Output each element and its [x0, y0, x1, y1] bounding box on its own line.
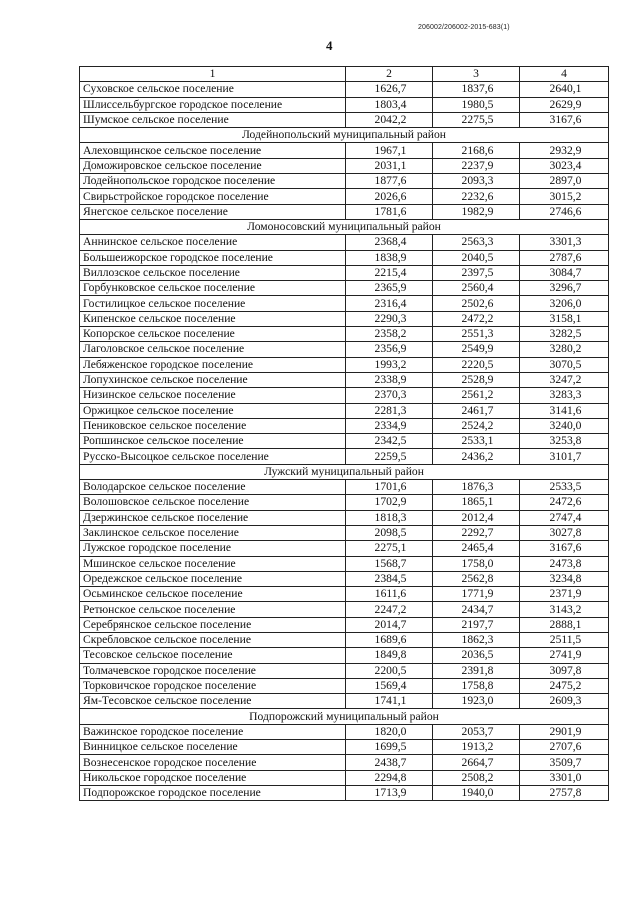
value-col-2: 1626,7: [346, 82, 433, 97]
value-col-3: 1876,3: [433, 480, 520, 495]
value-col-2: 2290,3: [346, 311, 433, 326]
value-col-3: 2237,9: [433, 158, 520, 173]
settlement-name: Свирьстройское городское поселение: [80, 189, 346, 204]
value-col-2: 1818,3: [346, 510, 433, 525]
value-col-2: 2365,9: [346, 281, 433, 296]
settlement-name: Волошовское сельское поселение: [80, 495, 346, 510]
value-col-2: 2247,2: [346, 602, 433, 617]
table-row: [80, 265, 609, 280]
table-row: [80, 296, 609, 311]
settlement-name: Оржицкое сельское поселение: [80, 403, 346, 418]
value-col-4: 2746,6: [520, 204, 609, 219]
value-col-2: 2356,9: [346, 342, 433, 357]
settlement-name: Володарское сельское поселение: [80, 480, 346, 495]
settlement-name: Аннинское сельское поселение: [80, 235, 346, 250]
settlement-name: Кипенское сельское поселение: [80, 311, 346, 326]
value-col-4: 3301,3: [520, 235, 609, 250]
value-col-3: 1758,8: [433, 678, 520, 693]
table-row: [80, 678, 609, 693]
table-row: [80, 632, 609, 647]
value-col-4: 3097,8: [520, 663, 609, 678]
value-col-4: 3023,4: [520, 158, 609, 173]
table-row: [80, 525, 609, 540]
value-col-4: 3141,6: [520, 403, 609, 418]
table-row: [80, 235, 609, 250]
value-col-3: 2664,7: [433, 755, 520, 770]
value-col-4: 3167,6: [520, 112, 609, 127]
table-row: [80, 510, 609, 525]
district-heading-row: [80, 464, 609, 479]
settlement-name: Русско-Высоцкое сельское поселение: [80, 449, 346, 464]
value-col-2: 1849,8: [346, 648, 433, 663]
value-col-3: 2220,5: [433, 357, 520, 372]
district-heading-row: [80, 709, 609, 724]
value-col-4: 2901,9: [520, 724, 609, 739]
value-col-2: 1820,0: [346, 724, 433, 739]
value-col-3: 2012,4: [433, 510, 520, 525]
value-col-3: 1771,9: [433, 587, 520, 602]
table-row: [80, 158, 609, 173]
settlement-name: Заклинское сельское поселение: [80, 525, 346, 540]
value-col-3: 1837,6: [433, 82, 520, 97]
value-col-3: 2232,6: [433, 189, 520, 204]
table-row: [80, 755, 609, 770]
value-col-2: 2215,4: [346, 265, 433, 280]
settlement-name: Никольское городское поселение: [80, 770, 346, 785]
value-col-4: 2475,2: [520, 678, 609, 693]
value-col-4: 3027,8: [520, 525, 609, 540]
value-col-4: 3282,5: [520, 327, 609, 342]
settlement-name: Виллозское сельское поселение: [80, 265, 346, 280]
page-number: 4: [326, 38, 333, 53]
table-row: [80, 449, 609, 464]
data-table: [79, 66, 609, 801]
value-col-4: 3158,1: [520, 311, 609, 326]
value-col-3: 1862,3: [433, 632, 520, 647]
value-col-3: 2562,8: [433, 571, 520, 586]
value-col-4: 3167,6: [520, 541, 609, 556]
value-col-2: 2031,1: [346, 158, 433, 173]
value-col-3: 2292,7: [433, 525, 520, 540]
value-col-3: 2549,9: [433, 342, 520, 357]
value-col-2: 2384,5: [346, 571, 433, 586]
district-heading: Лодейнопольский муниципальный район: [80, 128, 609, 143]
settlement-name: Толмачевское городское поселение: [80, 663, 346, 678]
table-row: [80, 740, 609, 755]
settlement-name: Шлиссельбургское городское поселение: [80, 97, 346, 112]
value-col-2: 2338,9: [346, 372, 433, 387]
value-col-2: 2368,4: [346, 235, 433, 250]
value-col-3: 1980,5: [433, 97, 520, 112]
value-col-4: 3234,8: [520, 571, 609, 586]
value-col-3: 2197,7: [433, 617, 520, 632]
value-col-4: 3143,2: [520, 602, 609, 617]
value-col-3: 1923,0: [433, 694, 520, 709]
value-col-2: 1803,4: [346, 97, 433, 112]
table-row: [80, 250, 609, 265]
value-col-4: 2757,8: [520, 785, 609, 800]
district-heading-row: [80, 128, 609, 143]
table-row: [80, 617, 609, 632]
table-row: [80, 571, 609, 586]
table-row: [80, 495, 609, 510]
value-col-2: 2275,1: [346, 541, 433, 556]
settlement-name: Ям-Тесовское сельское поселение: [80, 694, 346, 709]
header-col-4: 4: [520, 67, 609, 82]
table-row: [80, 541, 609, 556]
value-col-3: 2502,6: [433, 296, 520, 311]
settlement-name: Тесовское сельское поселение: [80, 648, 346, 663]
value-col-2: 2316,4: [346, 296, 433, 311]
document-number: 206002/206002-2015-683(1): [418, 24, 510, 31]
value-col-3: 2508,2: [433, 770, 520, 785]
table-row: [80, 418, 609, 433]
value-col-2: 1689,6: [346, 632, 433, 647]
table-row: [80, 311, 609, 326]
table-row: [80, 602, 609, 617]
value-col-2: 1569,4: [346, 678, 433, 693]
value-col-2: 1993,2: [346, 357, 433, 372]
table-header-row: [80, 67, 609, 82]
value-col-2: 2026,6: [346, 189, 433, 204]
value-col-4: 2533,5: [520, 480, 609, 495]
table-row: [80, 556, 609, 571]
settlement-name: Гостилицкое сельское поселение: [80, 296, 346, 311]
settlement-name: Вознесенское городское поселение: [80, 755, 346, 770]
table-row: [80, 388, 609, 403]
value-col-3: 2391,8: [433, 663, 520, 678]
value-col-4: 3253,8: [520, 434, 609, 449]
value-col-4: 2747,4: [520, 510, 609, 525]
value-col-4: 2741,9: [520, 648, 609, 663]
value-col-4: 2371,9: [520, 587, 609, 602]
settlement-name: Лопухинское сельское поселение: [80, 372, 346, 387]
settlement-name: Скребловское сельское поселение: [80, 632, 346, 647]
value-col-2: 1741,1: [346, 694, 433, 709]
table-row: [80, 342, 609, 357]
value-col-3: 2461,7: [433, 403, 520, 418]
value-col-4: 3509,7: [520, 755, 609, 770]
value-col-3: 2436,2: [433, 449, 520, 464]
table-row: [80, 648, 609, 663]
value-col-3: 2561,2: [433, 388, 520, 403]
settlement-name: Большеижорское городское поселение: [80, 250, 346, 265]
value-col-2: 1838,9: [346, 250, 433, 265]
value-col-3: 1940,0: [433, 785, 520, 800]
district-heading: Подпорожский муниципальный район: [80, 709, 609, 724]
value-col-3: 2053,7: [433, 724, 520, 739]
value-col-4: 3101,7: [520, 449, 609, 464]
value-col-4: 3280,2: [520, 342, 609, 357]
district-heading-row: [80, 219, 609, 234]
value-col-4: 2640,1: [520, 82, 609, 97]
value-col-4: 2707,6: [520, 740, 609, 755]
settlement-name: Винницкое сельское поселение: [80, 740, 346, 755]
value-col-3: 2465,4: [433, 541, 520, 556]
district-heading: Ломоносовский муниципальный район: [80, 219, 609, 234]
settlement-name: Копорское сельское поселение: [80, 327, 346, 342]
value-col-2: 2259,5: [346, 449, 433, 464]
settlement-name: Дзержинское сельское поселение: [80, 510, 346, 525]
table-row: [80, 480, 609, 495]
table-row: [80, 785, 609, 800]
value-col-4: 2473,8: [520, 556, 609, 571]
settlement-name: Лебяженское городское поселение: [80, 357, 346, 372]
value-col-4: 3301,0: [520, 770, 609, 785]
value-col-2: 2358,2: [346, 327, 433, 342]
table-row: [80, 327, 609, 342]
header-col-1: 1: [80, 67, 346, 82]
value-col-4: 3015,2: [520, 189, 609, 204]
value-col-2: 1701,6: [346, 480, 433, 495]
value-col-2: 1713,9: [346, 785, 433, 800]
table-row: [80, 403, 609, 418]
settlement-name: Подпорожское городское поселение: [80, 785, 346, 800]
value-col-4: 3070,5: [520, 357, 609, 372]
value-col-3: 1982,9: [433, 204, 520, 219]
settlement-name: Ропшинское сельское поселение: [80, 434, 346, 449]
table-row: [80, 434, 609, 449]
value-col-3: 2533,1: [433, 434, 520, 449]
table-row: [80, 204, 609, 219]
settlement-name: Мшинское сельское поселение: [80, 556, 346, 571]
table-row: [80, 112, 609, 127]
value-col-4: 2787,6: [520, 250, 609, 265]
value-col-4: 3296,7: [520, 281, 609, 296]
header-col-3: 3: [433, 67, 520, 82]
settlement-name: Янегское сельское поселение: [80, 204, 346, 219]
settlement-name: Ретюнское сельское поселение: [80, 602, 346, 617]
value-col-2: 2014,7: [346, 617, 433, 632]
settlement-name: Алеховщинское сельское поселение: [80, 143, 346, 158]
value-col-3: 2036,5: [433, 648, 520, 663]
value-col-4: 3240,0: [520, 418, 609, 433]
header-col-2: 2: [346, 67, 433, 82]
table-row: [80, 694, 609, 709]
value-col-4: 3084,7: [520, 265, 609, 280]
settlement-name: Доможировское сельское поселение: [80, 158, 346, 173]
value-col-2: 1699,5: [346, 740, 433, 755]
settlement-name: Шумское сельское поселение: [80, 112, 346, 127]
value-col-4: 3247,2: [520, 372, 609, 387]
table-row: [80, 174, 609, 189]
table-row: [80, 770, 609, 785]
value-col-3: 1913,2: [433, 740, 520, 755]
settlement-name: Оредежское сельское поселение: [80, 571, 346, 586]
settlement-name: Серебрянское сельское поселение: [80, 617, 346, 632]
value-col-3: 2275,5: [433, 112, 520, 127]
value-col-3: 2560,4: [433, 281, 520, 296]
value-col-3: 2472,2: [433, 311, 520, 326]
table-row: [80, 97, 609, 112]
value-col-2: 1877,6: [346, 174, 433, 189]
settlement-name: Пениковское сельское поселение: [80, 418, 346, 433]
value-col-2: 2294,8: [346, 770, 433, 785]
value-col-2: 1781,6: [346, 204, 433, 219]
value-col-2: 2281,3: [346, 403, 433, 418]
value-col-2: 1568,7: [346, 556, 433, 571]
value-col-3: 2524,2: [433, 418, 520, 433]
value-col-3: 2434,7: [433, 602, 520, 617]
value-col-3: 1758,0: [433, 556, 520, 571]
settlement-name: Лаголовское сельское поселение: [80, 342, 346, 357]
value-col-3: 2168,6: [433, 143, 520, 158]
value-col-4: 2888,1: [520, 617, 609, 632]
table-row: [80, 189, 609, 204]
value-col-4: 2511,5: [520, 632, 609, 647]
value-col-3: 2563,3: [433, 235, 520, 250]
settlement-name: Суховское сельское поселение: [80, 82, 346, 97]
settlement-name: Осьминское сельское поселение: [80, 587, 346, 602]
settlement-name: Торковичское городское поселение: [80, 678, 346, 693]
table-row: [80, 372, 609, 387]
value-col-2: 2334,9: [346, 418, 433, 433]
value-col-3: 2397,5: [433, 265, 520, 280]
value-col-2: 1611,6: [346, 587, 433, 602]
settlement-name: Лужское городское поселение: [80, 541, 346, 556]
value-col-2: 1702,9: [346, 495, 433, 510]
table-row: [80, 724, 609, 739]
value-col-4: 2932,9: [520, 143, 609, 158]
value-col-3: 2040,5: [433, 250, 520, 265]
value-col-2: 2200,5: [346, 663, 433, 678]
table-row: [80, 663, 609, 678]
district-heading: Лужский муниципальный район: [80, 464, 609, 479]
settlement-name: Важинское городское поселение: [80, 724, 346, 739]
value-col-2: 1967,1: [346, 143, 433, 158]
settlement-name: Низинское сельское поселение: [80, 388, 346, 403]
settlement-name: Горбунковское сельское поселение: [80, 281, 346, 296]
value-col-2: 2438,7: [346, 755, 433, 770]
table-row: [80, 587, 609, 602]
value-col-3: 2528,9: [433, 372, 520, 387]
value-col-4: 2609,3: [520, 694, 609, 709]
table-row: [80, 281, 609, 296]
value-col-2: 2370,3: [346, 388, 433, 403]
value-col-3: 2093,3: [433, 174, 520, 189]
value-col-3: 2551,3: [433, 327, 520, 342]
value-col-4: 2629,9: [520, 97, 609, 112]
value-col-4: 3206,0: [520, 296, 609, 311]
settlement-name: Лодейнопольское городское поселение: [80, 174, 346, 189]
value-col-4: 2472,6: [520, 495, 609, 510]
value-col-4: 3283,3: [520, 388, 609, 403]
value-col-2: 2342,5: [346, 434, 433, 449]
table-row: [80, 357, 609, 372]
table-row: [80, 143, 609, 158]
value-col-2: 2042,2: [346, 112, 433, 127]
table-row: [80, 82, 609, 97]
value-col-4: 2897,0: [520, 174, 609, 189]
value-col-2: 2098,5: [346, 525, 433, 540]
value-col-3: 1865,1: [433, 495, 520, 510]
